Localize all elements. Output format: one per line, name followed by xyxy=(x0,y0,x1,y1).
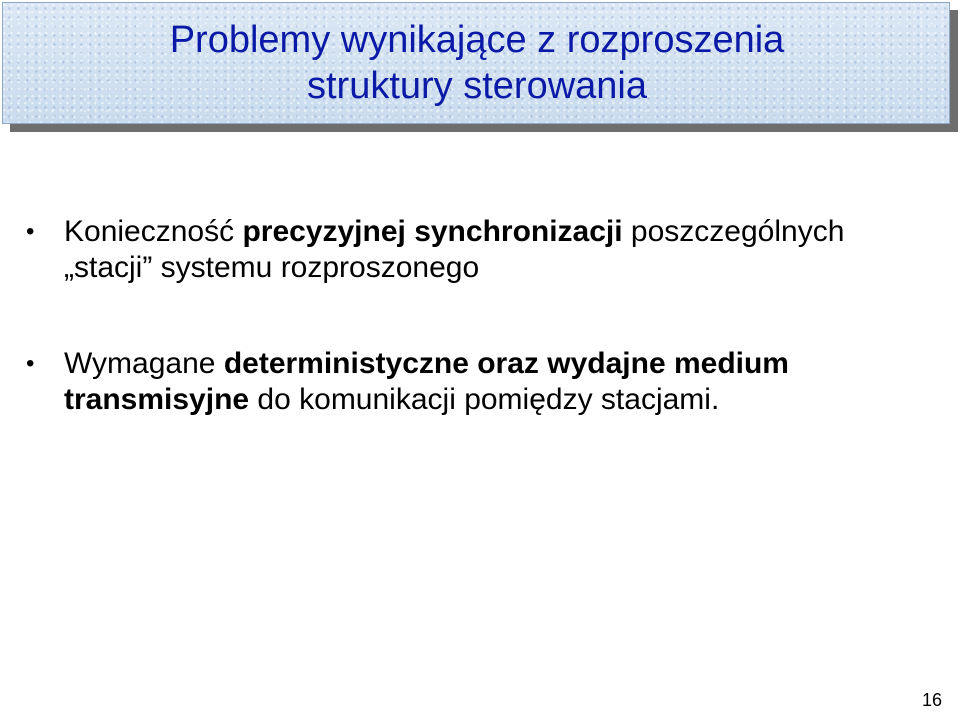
slide-title xyxy=(3,17,951,109)
bullet-text-plain-tail: do komunikacji pomiędzy stacjami. xyxy=(249,383,720,416)
slide-title-line-2: struktury sterowania xyxy=(306,65,647,107)
bullet-text-plain: Wymagane xyxy=(64,347,224,380)
slide-page-number: 16 xyxy=(921,690,942,710)
bullet-text-bold: precyzyjnej synchronizacji xyxy=(242,215,623,248)
title-box xyxy=(2,2,950,124)
slide-title-line-1: Problemy wynikające z rozproszenia xyxy=(169,19,785,61)
bullet-icon: • xyxy=(26,350,35,377)
bullet-text-bold: deterministyczne oraz wydajne medium transmisyjne xyxy=(64,347,789,416)
bullet-text-plain-tail: poszczególnych „stacji” systemu rozproszonego xyxy=(64,215,845,284)
bullet-list xyxy=(26,214,926,478)
bullet-icon: • xyxy=(26,218,35,245)
bullet-text-plain: Konieczność xyxy=(64,215,243,248)
bullet-item-transmission-medium xyxy=(26,346,926,418)
bullet-item-synchronization xyxy=(26,214,926,286)
